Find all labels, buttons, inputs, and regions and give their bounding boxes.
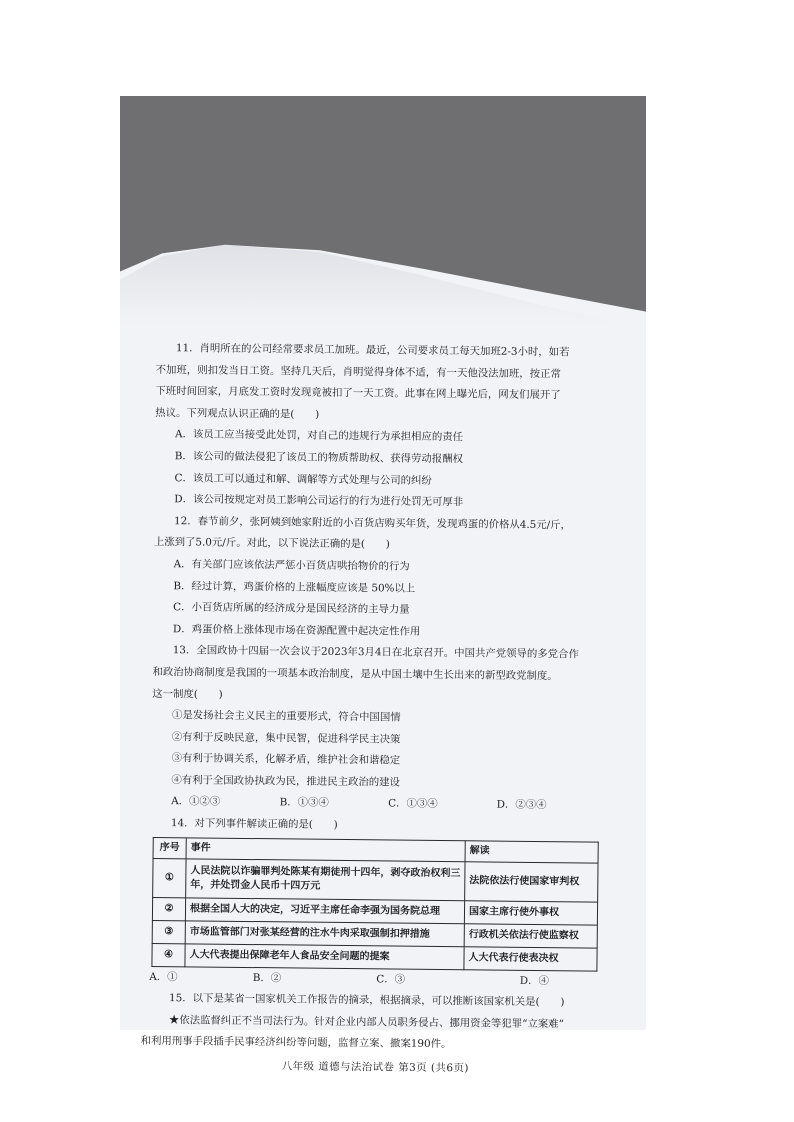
- row-event: 市场监管部门对张某经营的注水牛肉采取强制扣押措施: [185, 920, 464, 946]
- question-11: [154, 338, 610, 515]
- q11-line: 热议。下列观点认识正确的是( ): [155, 406, 320, 421]
- question-13: [151, 640, 607, 817]
- paper-curl-shadow: [120, 244, 646, 324]
- row-event: 人大代表提出保障老年人食品安全问题的提案: [185, 943, 464, 969]
- q12-line: 上涨到了5.0元/斤。对此，以下说法正确的是( ): [153, 536, 390, 551]
- q13-line: 这一制度( ): [152, 687, 223, 701]
- q13-option-a: A．①②③: [171, 795, 221, 809]
- row-reading: 行政机关依法行使监察权: [464, 923, 597, 947]
- q15-line: ★依法监督纠正不当司法行为。针对企业内部人员职务侵占、挪用资金等犯罪“立案难”: [168, 1014, 564, 1031]
- q12-option-b: B．经过计算，鸡蛋价格的上涨幅度应该是 50%以上: [173, 579, 416, 595]
- q13-option-c: C．①③④: [388, 797, 438, 811]
- table-row: [153, 858, 598, 902]
- photo-background: [120, 96, 646, 1075]
- row-number: ②: [152, 897, 185, 920]
- page-footer: 八年级 道德与法治试卷 第3页 (共6页): [281, 1060, 470, 1075]
- q11-option-a: A．该员工应当接受此处罚，对自己的违规行为承担相应的责任: [174, 428, 464, 444]
- q13-statement: ①是发扬社会主义民主的重要形式，符合中国国情: [171, 709, 401, 724]
- row-number: ③: [152, 920, 185, 943]
- q11-line: 不加班，则扣发当日工资。坚持几天后，肖明觉得身体不适，有一天他没法加班，按正常: [155, 363, 561, 380]
- q14-option-b: B．②: [252, 971, 282, 985]
- q14-option-a: A．①: [149, 970, 178, 983]
- row-number: ④: [152, 943, 185, 966]
- header-event: 事件: [186, 838, 465, 862]
- q11-option-c: C．该员工可以通过和解、调解等方式处理与公司的纠纷: [174, 471, 432, 487]
- q13-option-d: D．②③④: [496, 799, 547, 812]
- q13-statement: ③有利于协调关系，化解矛盾，维护社会和谐稳定: [171, 752, 401, 767]
- q13-line: 13．全国政协十四届一次会议于2023年3月4日在北京召开。中国共产党领导的多党合作: [172, 644, 579, 661]
- row-number: ①: [153, 858, 186, 897]
- question-14: [149, 813, 605, 993]
- header-reading: 解读: [465, 840, 598, 862]
- q11-option-d: D．该公司按规定对员工影响公司运行的行为进行处罚无可厚非: [174, 493, 464, 509]
- q12-option-d: D．鸡蛋价格上涨体现市场在资源配置中起决定性作用: [172, 622, 421, 638]
- q13-statement: ④有利于全国政协执政为民，推进民主政治的建设: [171, 774, 401, 789]
- q12-option-a: A．有关部门应该依法严惩小百货店哄抬物价的行为: [173, 558, 410, 573]
- row-event: 根据全国人大的决定，习近平主席任命李强为国务院总理: [185, 897, 464, 923]
- question-15: [140, 988, 604, 1058]
- q14-option-d: D．④: [519, 974, 549, 987]
- q14-table: [151, 837, 598, 972]
- q12-option-c: C．小百货店所属的经济成分是国民经济的主导力量: [173, 601, 410, 616]
- row-reading: 人大代表行使表决权: [464, 946, 597, 970]
- q14-stem: 14．对下列事件解读正确的是( ): [170, 817, 338, 831]
- question-12: [153, 511, 608, 645]
- q13-statement: ②有利于反映民意，集中民智，促进科学民主决策: [171, 730, 401, 746]
- q14-option-c: C．③: [376, 972, 406, 986]
- q13-option-b: B．①③④: [279, 796, 329, 810]
- q11-line: 下班时间回家，月底发工资时发现竟被扣了一天工资。此事在网上曝光后，网友们展开了: [155, 385, 561, 402]
- q15-line: 15．以下是某省一国家机关工作报告的摘录，根据摘录，可以推断该国家机关是( ): [169, 992, 565, 1009]
- q11-line: 11．肖明所在的公司经常要求员工加班。最近，公司要求员工每天加班2-3小时，如若: [175, 342, 570, 359]
- row-event: 人民法院以诈骗罪判处陈某有期徒刑十四年，剥夺政治权利三年，并处罚金人民币十四万元: [186, 858, 465, 900]
- q11-option-b: B．该公司的做法侵犯了该员工的物质帮助权、获得劳动报酬权: [174, 450, 463, 466]
- q15-line: 和利用刑事手段插手民事经济纠纷等问题，监督立案、撤案190件。: [140, 1035, 452, 1051]
- row-reading: 法院依法行使国家审判权: [465, 861, 598, 901]
- row-reading: 国家主席行使外事权: [464, 900, 597, 924]
- header-number: 序号: [153, 837, 186, 858]
- q12-line: 12．春节前夕，张阿姨到她家附近的小百货店购买年货，发现鸡蛋的价格从4.5元/斤，: [174, 514, 572, 532]
- exam-content: [140, 338, 610, 1081]
- q13-line: 和政治协商制度是我国的一项基本政治制度，是从中国土壤中生长出来的新型政党制度。: [152, 665, 558, 683]
